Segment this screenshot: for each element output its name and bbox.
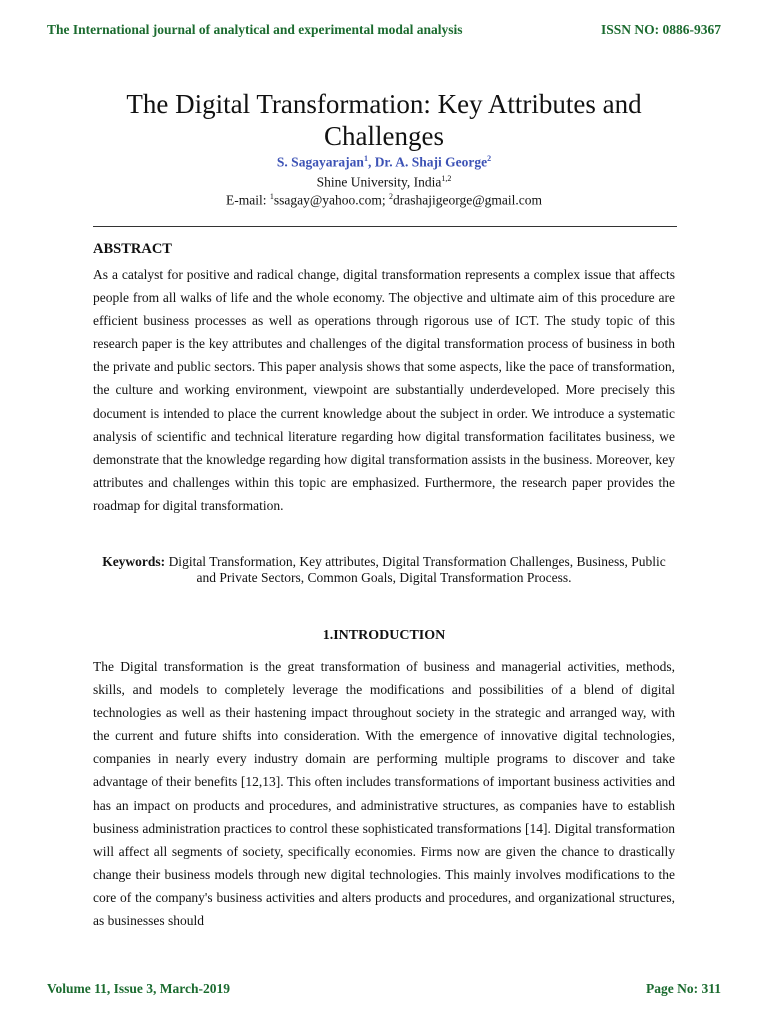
keywords — [100, 554, 668, 586]
author-1: S. Sagayarajan — [276, 154, 364, 170]
introduction-text: The Digital transformation is the great transformation of business and managerial activities, methods, skills, and models to completely leverage the modifications and possibilities of a blend of digital technologies as well as their hastening impact throughout society in the strategic and arranged way, with the current and future shifts into consideration. With the emergence of innovative digital technologies, companies in nearly every industry domain are performing multiple programs to discover and take advantage of their benefits [12,13]. This often includes transformations of important business activities and has an impact on products and procedures, and administrative structures, as companies have to establish business administration practices to control these sophisticated transformations [14]. Digital transformation will affect all segments of society, specifically economies. Firms now are given the chance to drastically change their business models through new digital technologies. This mainly involves modifications to the core of the company's business activities and alters products and procedures, and organizational structures, as businesses should — [93, 659, 675, 929]
running-header — [47, 22, 721, 38]
abstract-text: As a catalyst for positive and radical change, digital transformation represents a complex issue that affects people from all walks of life and the whole economy. The objective and ultimate aim of this procedure are efficient business processes as well as operations through rigorous use of ICT. The study topic of this research paper is the key attributes and challenges of the digital transformation process of business in both the private and public sectors. This paper analysis shows that some aspects, like the pace of transformation, the culture and working environment, viewpoint are substantially underdeveloped. More precisely this document is intended to place the current knowledge about the subject in order. We introduce a systematic analysis of scientific and technical literature regarding how digital transformation facilitates business, we demonstrate that the knowledge regarding how digital transformation assists in the business. Moreover, key attributes and challenges within this topic are emphasized. Furthermore, the research paper provides the roadmap for digital transformation. — [93, 267, 675, 513]
paper-title: The Digital Transformation: Key Attributes and Challenges — [126, 89, 642, 151]
author-2: Dr. A. Shaji George — [374, 154, 488, 170]
journal-name: The International journal of analytical and experimental modal analysis — [47, 22, 463, 37]
email-label: E-mail: — [225, 192, 270, 208]
keywords-label: Keywords: — [102, 554, 166, 569]
running-footer — [47, 981, 721, 997]
email-2-mark: 2 — [389, 192, 394, 201]
affiliation — [84, 174, 684, 191]
author-1-affiliation-mark: 1 — [363, 154, 368, 163]
email-1-mark: 1 — [269, 192, 274, 201]
header-divider — [93, 226, 677, 227]
affiliation-text: Shine University, India — [316, 174, 442, 190]
author-2-affiliation-mark: 2 — [487, 154, 492, 163]
page-number: Page No: 311 — [646, 981, 721, 996]
volume-info: Volume 11, Issue 3, March-2019 — [47, 981, 231, 996]
author-line — [84, 154, 684, 171]
abstract-heading: ABSTRACT — [93, 241, 172, 257]
keywords-text: Digital Transformation, Key attributes, Digital Transformation Challenges, Business, Public and Private Sectors, Common Goals, Digital Transformation Process. — [165, 554, 666, 585]
email-1: ssagay@yahoo.com; — [273, 192, 390, 208]
introduction-heading: 1.INTRODUCTION — [322, 628, 446, 643]
author-separator: , — [367, 154, 375, 170]
email-2: drashajigeorge@gmail.com — [393, 192, 543, 208]
issn-number: ISSN NO: 0886-9367 — [600, 22, 721, 37]
affiliation-mark: 1,2 — [441, 174, 452, 183]
email-line — [84, 192, 684, 209]
